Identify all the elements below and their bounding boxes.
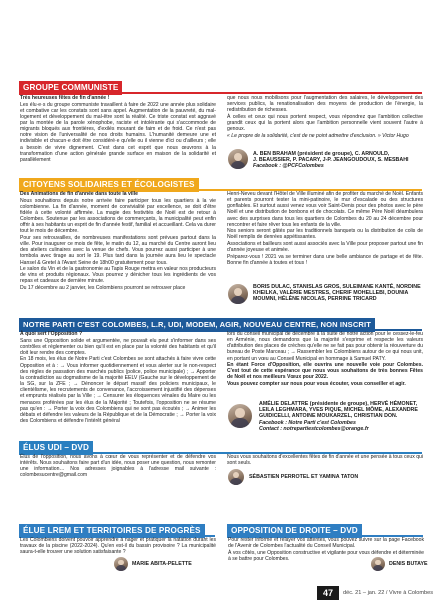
paragraph: Vous pouvez compter sur nous pour vous écouter, vous conseiller et agir. [227,381,406,388]
signature-line: BORIS DULAC, STANISLAS GROS, SULEIMANE KANTÉ, NORDINE [253,284,421,290]
quote: « Le propre de la solidarité, c'est de ne point admettre d'exclusion. » Victor Hugo [227,132,409,139]
paragraph: À celles et ceux qui nous portent respect, vous répondrez que l'ambition collective grandit ceux qui la portent alors que l'ambition personnelle vient souvent l'autre à genoux. [227,113,423,133]
section-header: NOTRE PARTI C'EST COLOMBES, L.R, UDI, MODEM, AGIR, NOUVEAU CENTRE, NON INSCRIT [19,318,375,332]
paragraph: En étant Force d'Opposition, elle ouvrira une nouvelle voie pour Colombes. C'est tout de cette espérance que nous vous souhaitons de très bonnes Fêtes de Noël et nos meilleurs Vœux pour 2022. [227,362,423,381]
signature-line: KHEILKA, VALÉRIE MESTRES, CHERIF MOHELLEBI, DOUNIA [253,290,409,297]
section-header: OPPOSITION DE DROITE – DVD [227,524,362,538]
right-column [227,95,423,139]
signature-line: MOUMNI, HÉLÈNE NICOLAS, PERRINE TRICARD [253,296,377,303]
left-column [228,537,424,562]
page-number: 47 [317,586,339,600]
page-footer [0,586,439,600]
issue-label: déc. 21 – jan. 22 / Vivre à Colombes [343,590,434,596]
signature [389,561,429,567]
signature [132,561,222,567]
signature-line: A. BEN BRAHAM (président de groupe), C. ARNOULD, [253,151,390,157]
group-photo [370,556,386,572]
signature-line: GUIDICELLI, ANTOINE MOUKARZEL, CHRISTIAN DON. [259,413,398,420]
signature [253,151,425,170]
left-column [20,537,216,556]
paragraph: Préparez-vous ! 2021 va se terminer dans une belle ambiance de partage et de fête. Bonne fin d'année à toutes et tous ! [227,253,423,266]
left-column [20,331,216,425]
signature-line: Facebook : Notre Parti c'est Colombes [259,419,356,426]
paragraph: Les Colombiens doivent pouvoir apprendre à nager et pratiquer la natation durant les travaux de la piscine (2022-2024). Qu'en est-il du bassin provisoire ? La municipalité saura-t-elle trouver une solution satisfaisante ? [20,537,216,556]
right-column [227,191,423,266]
paragraph: Nous souhaitions depuis notre arrivée faire participer tous les quartiers à la vie colombienne. La fin d'année, moment de convivialité par excellence, se doit d'être fidèle à cette volonté affirmée. La magie des festivités de Noël est de retour à Colombes. Soutenue par les associations de commerçants, la municipalité peut enfin offrir à ses habitants un esprit de fin d'année festif, familial et accueillant. Cela va durer tout le mois de décembre. [20,197,216,235]
signature-line: Facebook : @PCFColombes [253,163,324,170]
paragraph: Nos seniors seront gâtés par les traditionnels banquets ou la distribution de colis de Noël remplis de denrées appétissantes. [227,228,423,241]
signature-line: J. BEAUSSIER, P. PACARY, J-P. JEANGOUDOUX, S. MESBAHI [253,157,409,164]
left-column [20,454,216,479]
section-rule [19,92,422,94]
signature-line: AMÉLIE DELATTRE (présidente de groupe), HERVÉ HÉMONET, [259,401,418,407]
group-photo [227,148,249,170]
section-header: ÉLUS UDI – DVD [19,441,93,455]
signature-line: DENIS BUTAYE [389,561,428,567]
group-photo [113,556,129,572]
paragraph: Les élu·e·s du groupe communiste travaillent à faire de 2022 une année plus solidaire et combative car les constats sont sans appel. Augmentation de la pauvreté, du mal-logement et développement du mal-être sont la réalité. Ce triste constat est aggravé par la montée de la parole xénophobe, raciste et intolérante qui s'accommode de migrants bloqués aux frontières, d'exilés mourant de faim et de froid. Ce n'est pas notre vision de l'universalité de nos droits humains. L'humanité demeure une et indivisible et chacun·e doit être considéré·e qu'elle ou il vienne d'ici ou d'ailleurs ; elle a besoin de vivre dignement. C'est dans cet esprit que nous œuvrons à la transformation d'une action générale grande surface en maison de la solidarité et parallèlement [20,101,216,163]
signature-line: Contact : notrepartiestcolombes@orange.fr [259,425,369,432]
signature-line: MARIE ABITA-PELETTE [132,561,192,567]
group-photo [227,283,249,305]
paragraph: Sans une Opposition solide et argumentée, ne pouvait elu peut s'informer dans ses contrôles et réglementer ou bien qu'il est en place par la volonté des habitants et qu'il doit leur rendre des comptes. [20,337,216,356]
left-column [20,95,216,164]
group-photo [227,468,245,486]
paragraph: Du 17 décembre au 2 janvier, les Colombiens pourront se retrouver place [20,284,186,291]
paragraph: Des Animations de fin d'année dans toute la ville [20,191,138,197]
right-column [227,331,423,388]
section-header: GROUPE COMMUNISTE [19,81,122,95]
paragraph: Pour rester informé et relayer vos attentes, vous pouvez suivre sur la page Facebook de l'Avenir de Colombes l'actualité du Conseil Municipal. [228,537,424,550]
paragraph: À vos côtés, une Opposition constructive et vigilante pour vous défendre et déterminée à se battre pour Colombes. [228,549,424,562]
paragraph: que nous nous mobilisons pour l'augmentation des salaires, le développement des services publics, la renationalisation des moyens de production de l'énergie, la redistribution de richesses. [227,95,423,114]
paragraph: Très heureuses fêtes de fin d'année ! [20,95,110,101]
signature [259,401,429,432]
paragraph: lors du conseil municipal de décembre à la suite de notre action pour le cessez-le-feu en Arménie, nous demandons que la majorité s'exprime et respecte les valeurs d'attribution des places de crèches qu'elle ne se fait pas pour obtenir la réouverture du bureau de Poste Marceau ; → Rassembler les Colombiens autour de ce qui nous unit, en portant un vœu au Conseil Municipal en hommage à Samuel PATY. [227,331,423,362]
paragraph: Élus de l'opposition, nous avons à cœur de vous représenter et de défendre vos intérêts. Nous souhaitons faire part d'un idée, nous poser une question, nous remonter une information… Nos adresses joignables à l'adresse mail suivante : colombesucentre@gmail.com [20,454,216,479]
section-header: ÉLUE LREM ET TERRITOIRES DE PROGRÈS [19,524,205,538]
paragraph: Pour ses retrouvailles, de nombreuses manifestations sont prévues partout dans la ville. Pour inaugurer ce mois de fête, le matin du 12, au marché du Centre auront lieu des ateliers culinaires avec la venue de chefs. Vous pourrez aussi participer à une tombola avec tirage au sort le 19. Plus tard dans la journée aura lieu le spectacle Hansel & Gretel à l'Avant Seine de 18h00 gratuitement pour tous. [20,234,216,266]
paragraph: Associations et bailleurs sont aussi associés avec la Ville pour proposer partout une fin d'année joyeuse et animée. [227,241,423,254]
signature [253,284,425,303]
paragraph: Le salon du Vin et de la gastronomie au Tapis Rouge mettra en valeur nos producteurs de vins et produits régionaux. Vous pourrez y dénicher tous les ingrédients de vos repas et cadeaux de dernière minute. [20,266,216,285]
group-photo [227,403,253,429]
right-column [227,454,423,467]
signature [249,474,425,480]
paragraph: À quoi sert l'Opposition ? [20,331,83,337]
paragraph: Nous vous souhaitons d'excellentes fêtes de fin d'année et une pensée à tous ceux qui sont seuls. [227,454,423,467]
signature-line: LEILA LEGHMARA, YVES PIQUE, MICHEL MÔME, ALEXANDRE [259,407,418,414]
paragraph: En 18 mois, les élus de Notre Parti c'est Colombes se sont attachés à faire vivre cette Opposition et à : → Vous informer quotidiennement et vous alerter sur le non-respect des règles de passation des marchés publics (police, police municipale) ; → Apporter la contradiction au dogmatisme de la majorité EELV (Gauche sur le développement de la SG, sur la ZFE ; → Dénoncer le départ massif des policiers municipaux, le clientélisme, les recrutements de convenance, l'accroissement injustifié des dépenses et emprunts réalisés par la Ville ; → Censurer les éloquences vénales du Maire ou les menaces proférées par les élus de la Majorité ; Toutefois, l'opposition ne se résume pas qu'en : → Porter la voix des Colombiens qui ne sont pas écoutés ; → Animer les débats et défendre les valeurs de la République et de la Démocratie ; → Porter la voix des Colombiens et défendre l'intérêt général [20,356,216,424]
paragraph: Henri-Neveu devant l'Hôtel de Ville illuminé afin de profiter du marché de Noël. Enfants et parents pourront tester la mini-patinoire, le mur d'escalade ou des structures gonflables. Et surtout aussi venez vous voir Saint-Denis pour des photos avec le père Noël et une distribution de bonbons et de chocolats. Ce même Père Noël déambulera avec des surprises dans tous les quartiers de Colombes du 20 au 24 décembre pour rencontrer et faire rêver tous les enfants de la ville. [227,191,423,228]
left-column [20,191,216,291]
section-header: CITOYENS SOLIDAIRES ET ÉCOLOGISTES [19,178,199,192]
signature-line: SÉBASTIEN PERROTEL ET YAMINA TATON [249,474,359,480]
